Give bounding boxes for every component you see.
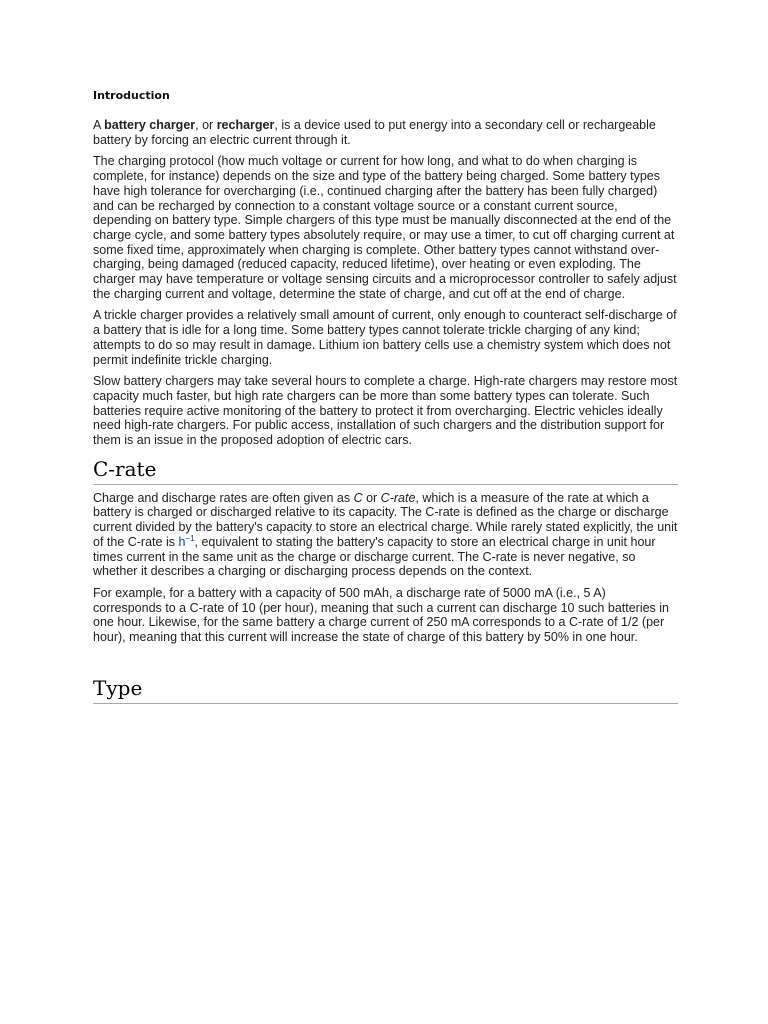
text-run: Charge and discharge rates are often given as [93, 490, 354, 505]
unit-link[interactable] [178, 535, 194, 549]
text-run: A [93, 118, 105, 132]
c-rate-paragraph-2: For example, for a battery with a capacity of 500 mAh, a discharge rate of 5000 mA (i.e., 5 A) corresponds to a C-rate of 10 (per hour), meaning that such a current can discharge 10 such batteries in one hour. Likewise, for the same battery a charge current of 250 mA corresponds to a C-rate of 1/2 (per hour), meaning that this current will increase the state of charge of this battery by 50% in one hour. [93, 585, 670, 645]
section-heading-type: Type [93, 675, 678, 704]
document-page [93, 88, 678, 704]
term-c: C [353, 490, 363, 505]
intro-paragraph-3: A trickle charger provides a relatively small amount of current, only enough to counteract self-discharge of a battery that is idle for a long time. Some battery types cannot tolerate trickle charging of any kind; attempts to do so may result in damage. Lithium ion battery cells use a chemistry system which does not permit indefinite trickle charging. [93, 308, 677, 367]
text-run: , equivalent to stating the battery's capacity to store an electrical charge in unit hour times current in the same unit as the charge or discharge current. The C-rate is never negative, so whether it describes a charging or discharging process depends on the context. [93, 534, 656, 579]
intro-paragraph-2: The charging protocol (how much voltage or current for how long, and what to do when charging is complete, for instance) depends on the size and type of the battery being charged. Some battery types have high tolerance for overcharging (i.e., continued charging after the battery has been fully charged) and can be recharged by connection to a constant voltage source or a constant current source, depending on battery type. Simple chargers of this type must be manually disconnected at the end of the charge cycle, and some battery types absolutely require, or may use a timer, to cut off charging current at some fixed time, approximately when charging is complete. Other battery types cannot withstand over-charging, being damaged (reduced capacity, reduced lifetime), over heating or even exploding. The charger may have temperature or voltage sensing circuits and a microprocessor controller to safely adjust the charging current and voltage, determine the state of charge, and cut off at the end of charge. [93, 154, 677, 301]
text-run: , which is a measure of the rate at which a battery is charged or discharged relative to its capacity. The C-rate is defined as the charge or discharge current divided by the battery's capacity to store an electrical charge. While rarely stated explicitly, the unit of the C-rate is [93, 490, 678, 549]
unit-symbol: h [178, 534, 186, 549]
unit-exponent: −1 [185, 533, 195, 543]
term-battery-charger: battery charger [104, 118, 196, 132]
intro-paragraph-1 [93, 118, 678, 147]
text-run: or [362, 490, 381, 505]
term-recharger: recharger [216, 118, 275, 132]
text-run: , or [195, 118, 217, 132]
section-heading-c-rate: C-rate [93, 456, 678, 485]
term-c-rate: C-rate [380, 490, 416, 505]
intro-heading: Introduction [93, 89, 170, 102]
c-rate-paragraph-1 [93, 491, 678, 579]
text-run: , is a device used to put energy into a secondary cell or rechargeable battery by forcing an electric current through it. [93, 118, 656, 147]
intro-paragraph-4: Slow battery chargers may take several hours to complete a charge. High-rate chargers may restore most capacity much faster, but high rate chargers can be more than some battery types can tolerate. Such batteries require active monitoring of the battery to protect it from overcharging. Electric vehicles ideally need high-rate chargers. For public access, installation of such chargers and the distribution support for them is an issue in the proposed adoption of electric cars. [93, 374, 678, 448]
